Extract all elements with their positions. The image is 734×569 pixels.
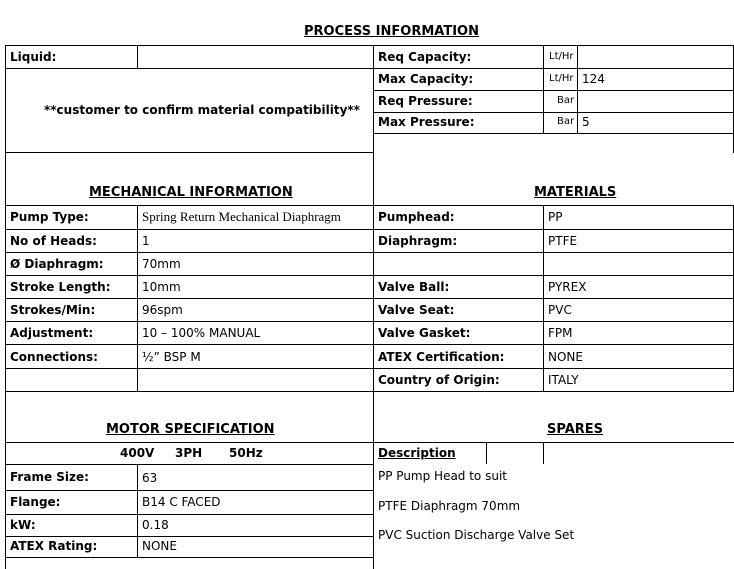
max-pressure-value: 5 xyxy=(582,115,590,129)
valve-gasket-value: FPM xyxy=(548,326,573,340)
divider-process-value xyxy=(577,45,578,133)
connections-value: ½” BSP M xyxy=(142,350,201,364)
spares-description-header: Description xyxy=(378,446,456,460)
pump-type-label: Pump Type: xyxy=(10,210,89,224)
materials-title: MATERIALS xyxy=(534,185,617,200)
req-capacity-label: Req Capacity: xyxy=(378,50,472,64)
atex-rating-value: NONE xyxy=(142,539,177,553)
rule-process-bottom xyxy=(5,152,374,153)
rule-mech-r5 xyxy=(5,321,734,322)
rule-mech-r7 xyxy=(5,368,734,369)
pumphead-value: PP xyxy=(548,210,563,224)
rule-motor-r2 xyxy=(5,514,374,515)
max-capacity-unit: Lt/Hr xyxy=(549,73,574,84)
connections-label: Connections: xyxy=(10,350,98,364)
rule-motor-r0 xyxy=(5,464,374,465)
valve-ball-label: Valve Ball: xyxy=(378,280,450,294)
diaphragm-value: PTFE xyxy=(548,234,578,248)
mechanical-title: MECHANICAL INFORMATION xyxy=(89,185,293,200)
strokes-min-label: Strokes/Min: xyxy=(10,303,96,317)
pumphead-label: Pumphead: xyxy=(378,210,455,224)
flange-value: B14 C FACED xyxy=(142,495,221,509)
process-title: PROCESS INFORMATION xyxy=(304,24,479,39)
adjustment-label: Adjustment: xyxy=(10,326,94,340)
country-of-origin-label: Country of Origin: xyxy=(378,373,500,387)
motor-phase: 3PH xyxy=(175,446,203,460)
frame-size-value: 63 xyxy=(142,471,158,485)
valve-ball-value: PYREX xyxy=(548,280,587,294)
rule-motor-r3 xyxy=(5,536,374,537)
atex-rating-label: ATEX Rating: xyxy=(10,539,98,553)
rule-mech-r3 xyxy=(5,275,734,276)
divider-motor xyxy=(137,464,138,557)
max-capacity-label: Max Capacity: xyxy=(378,72,474,86)
rule-process-r2 xyxy=(373,90,734,91)
rule-process-r4 xyxy=(373,133,734,134)
req-capacity-unit: Lt/Hr xyxy=(549,51,574,62)
divider-process-unit xyxy=(543,45,544,133)
motor-frequency: 50Hz xyxy=(229,446,263,460)
rule-mech-r6 xyxy=(5,344,734,345)
kw-label: kW: xyxy=(10,518,36,532)
atex-certification-label: ATEX Certification: xyxy=(378,350,505,364)
req-pressure-unit: Bar xyxy=(557,95,575,106)
rule-mech-r1 xyxy=(5,229,734,230)
rule-mech-r4 xyxy=(5,298,734,299)
motor-title: MOTOR SPECIFICATION xyxy=(106,422,275,437)
divider-desc xyxy=(486,442,487,464)
diaphragm-size-value: 70mm xyxy=(142,257,181,271)
valve-seat-value: PVC xyxy=(548,303,572,317)
adjustment-value: 10 – 100% MANUAL xyxy=(142,326,261,340)
rule-process-top xyxy=(5,45,734,46)
diaphragm-label: Diaphragm: xyxy=(378,234,458,248)
country-of-origin-value: ITALY xyxy=(548,373,579,387)
spare-item-2: PTFE Diaphragm 70mm xyxy=(378,499,521,513)
no-of-heads-value: 1 xyxy=(142,234,150,248)
rule-motor-bottom xyxy=(5,557,374,558)
spare-item-1: PP Pump Head to suit xyxy=(378,469,507,483)
rule-mech-bottom xyxy=(5,391,734,392)
flange-label: Flange: xyxy=(10,495,61,509)
pump-type-value: Spring Return Mechanical Diaphragm xyxy=(142,209,341,224)
no-of-heads-label: No of Heads: xyxy=(10,234,97,248)
spares-title: SPARES xyxy=(547,422,604,437)
compatibility-note: **customer to confirm material compatibility** xyxy=(44,103,360,117)
frame-size-label: Frame Size: xyxy=(10,470,89,484)
divider-desc-2 xyxy=(543,442,544,464)
valve-seat-label: Valve Seat: xyxy=(378,303,455,317)
kw-value: 0.18 xyxy=(142,518,169,532)
strokes-min-value: 96spm xyxy=(142,303,183,317)
divider-liquid xyxy=(137,45,138,68)
rule-process-r1 xyxy=(373,68,734,69)
rule-mech-r2 xyxy=(5,252,734,253)
diaphragm-size-label: Ø Diaphragm: xyxy=(10,257,104,271)
max-pressure-label: Max Pressure: xyxy=(378,115,475,129)
motor-voltage: 400V xyxy=(120,446,155,460)
stroke-length-label: Stroke Length: xyxy=(10,280,111,294)
rule-liquid-bottom xyxy=(5,68,374,69)
max-pressure-unit: Bar xyxy=(557,116,575,127)
rule-motor-sub xyxy=(5,442,734,443)
valve-gasket-label: Valve Gasket: xyxy=(378,326,471,340)
spare-item-3: PVC Suction Discharge Valve Set xyxy=(378,528,575,542)
req-pressure-label: Req Pressure: xyxy=(378,94,473,108)
rule-process-r3 xyxy=(373,112,734,113)
atex-certification-value: NONE xyxy=(548,350,583,364)
rule-mech-top xyxy=(5,205,734,206)
stroke-length-value: 10mm xyxy=(142,280,181,294)
rule-motor-r1 xyxy=(5,490,374,491)
max-capacity-value: 124 xyxy=(582,72,605,86)
liquid-label: Liquid: xyxy=(10,50,57,64)
